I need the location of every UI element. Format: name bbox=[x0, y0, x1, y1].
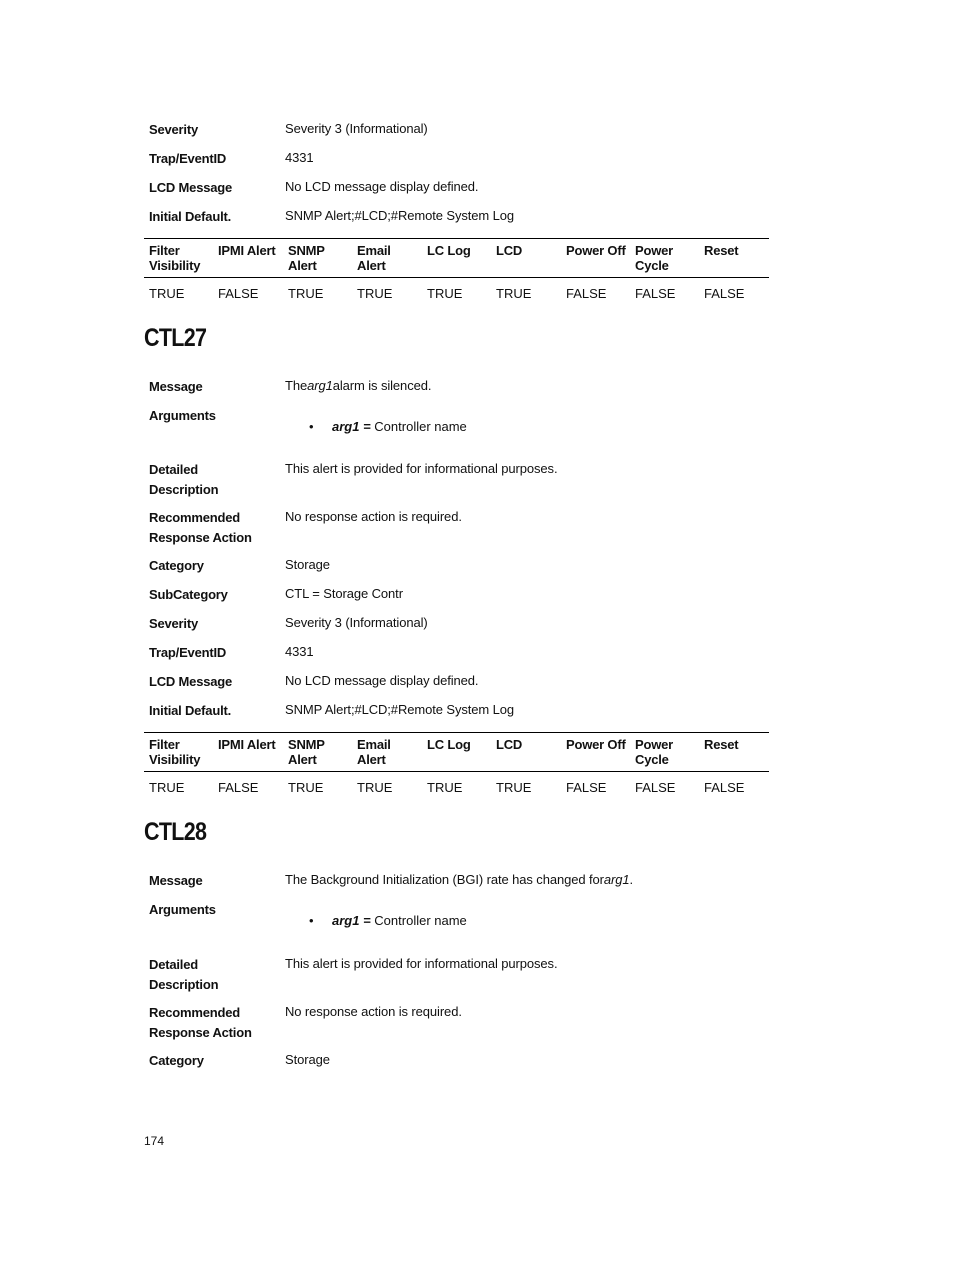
table-header-text: IPMI Alert bbox=[218, 737, 276, 752]
ctl28-heading: CTL28 bbox=[144, 818, 207, 846]
table-cell: FALSE bbox=[704, 780, 745, 795]
ctl28-recommended-label: Recommended Response Action bbox=[149, 1005, 252, 1040]
table-header-text: LCD bbox=[496, 243, 523, 258]
table-header-cell bbox=[149, 244, 200, 273]
table-cell: TRUE bbox=[357, 286, 393, 301]
table-top-rule bbox=[144, 732, 769, 733]
table-cell: TRUE bbox=[149, 286, 185, 301]
table-cell: FALSE bbox=[218, 286, 259, 301]
table-header-text: Power Off bbox=[566, 737, 626, 752]
table-cell: TRUE bbox=[427, 780, 463, 795]
table-cell: TRUE bbox=[149, 780, 185, 795]
table-header-rule bbox=[144, 277, 769, 278]
ctl28-message-value: The Background Initialization (BGI) rate has changed forarg1. bbox=[285, 872, 633, 887]
top-filter-table bbox=[144, 238, 769, 308]
table-cell: TRUE bbox=[288, 780, 324, 795]
ctl27-severity-label: Severity bbox=[149, 616, 198, 631]
table-cell: FALSE bbox=[635, 780, 676, 795]
table-header-cell bbox=[496, 244, 522, 259]
top-lcd-label: LCD Message bbox=[149, 180, 233, 195]
table-header-text: Power bbox=[635, 243, 674, 258]
ctl27-message-value: Thearg1alarm is silenced. bbox=[285, 378, 432, 393]
ctl27-filter-table bbox=[144, 732, 769, 802]
table-header-text: LC Log bbox=[427, 243, 471, 258]
top-trap-value: 4331 bbox=[285, 150, 314, 165]
table-header-text: SNMP bbox=[288, 737, 325, 752]
ctl27-message-label: Message bbox=[149, 379, 203, 394]
table-cell: FALSE bbox=[566, 780, 607, 795]
table-header-text: LC Log bbox=[427, 737, 471, 752]
top-initial-value: SNMP Alert;#LCD;#Remote System Log bbox=[285, 208, 515, 223]
table-header-text: LCD bbox=[496, 737, 523, 752]
ctl28-category-value: Storage bbox=[285, 1052, 330, 1067]
ctl27-lcd-label: LCD Message bbox=[149, 674, 233, 689]
top-trap-label: Trap/EventID bbox=[149, 151, 227, 166]
ctl27-detailed-label: Detailed Description bbox=[149, 462, 219, 497]
table-header-text: Power Off bbox=[566, 243, 626, 258]
ctl27-lcd-value: No LCD message display defined. bbox=[285, 673, 479, 688]
table-header-text: Alert bbox=[357, 257, 386, 273]
table-header-cell bbox=[427, 244, 471, 259]
ctl27-trap-label: Trap/EventID bbox=[149, 645, 227, 660]
ctl27-detailed-value: This alert is provided for informational purposes. bbox=[285, 461, 558, 476]
table-header-text: Reset bbox=[704, 737, 739, 752]
ctl28-message-label: Message bbox=[149, 873, 203, 888]
top-severity-value: Severity 3 (Informational) bbox=[285, 121, 428, 136]
table-header-cell bbox=[149, 738, 200, 767]
table-header-cell bbox=[288, 738, 325, 767]
table-header-cell bbox=[635, 738, 673, 767]
table-header-text: Visibility bbox=[149, 257, 201, 273]
ctl27-heading: CTL27 bbox=[144, 324, 207, 352]
table-header-text: Cycle bbox=[635, 257, 669, 273]
table-cell: FALSE bbox=[635, 286, 676, 301]
table-header-text: Reset bbox=[704, 243, 739, 258]
ctl28-arguments-label: Arguments bbox=[149, 902, 216, 917]
table-cell: TRUE bbox=[357, 780, 393, 795]
table-header-cell bbox=[357, 738, 391, 767]
ctl27-arguments-label: Arguments bbox=[149, 408, 216, 423]
ctl27-trap-value: 4331 bbox=[285, 644, 314, 659]
table-header-cell bbox=[288, 244, 325, 273]
table-header-cell bbox=[218, 738, 275, 753]
table-header-cell bbox=[704, 244, 738, 259]
page-number: 174 bbox=[144, 1134, 165, 1148]
ctl27-category-value: Storage bbox=[285, 557, 330, 572]
table-header-cell bbox=[566, 244, 626, 259]
table-cell: TRUE bbox=[496, 780, 532, 795]
ctl27-bullet: • bbox=[309, 419, 314, 434]
table-header-cell bbox=[427, 738, 471, 753]
table-header-text: SNMP bbox=[288, 243, 325, 258]
table-header-text: Email bbox=[357, 737, 391, 752]
ctl28-detailed-value: This alert is provided for informational purposes. bbox=[285, 956, 558, 971]
table-cell: TRUE bbox=[427, 286, 463, 301]
ctl27-recommended-value: No response action is required. bbox=[285, 509, 462, 524]
table-header-text: Filter bbox=[149, 243, 180, 258]
ctl27-subcategory-label: SubCategory bbox=[149, 587, 228, 602]
table-header-rule bbox=[144, 771, 769, 772]
top-lcd-value: No LCD message display defined. bbox=[285, 179, 479, 194]
table-header-cell bbox=[566, 738, 626, 753]
table-header-text: Email bbox=[357, 243, 391, 258]
table-cell: FALSE bbox=[566, 286, 607, 301]
table-header-cell bbox=[635, 244, 673, 273]
ctl28-category-label: Category bbox=[149, 1053, 204, 1068]
top-severity-label: Severity bbox=[149, 122, 198, 137]
table-header-text: Alert bbox=[288, 257, 317, 273]
table-header-cell bbox=[496, 738, 522, 753]
table-cell: FALSE bbox=[704, 286, 745, 301]
table-header-text: Visibility bbox=[149, 751, 201, 767]
table-cell: TRUE bbox=[288, 286, 324, 301]
table-header-text: IPMI Alert bbox=[218, 243, 276, 258]
table-header-text: Power bbox=[635, 737, 674, 752]
table-header-cell bbox=[704, 738, 738, 753]
table-header-text: Cycle bbox=[635, 751, 669, 767]
ctl28-argument-item: arg1 = Controller name bbox=[332, 913, 467, 928]
ctl27-initial-value: SNMP Alert;#LCD;#Remote System Log bbox=[285, 702, 515, 717]
ctl27-category-label: Category bbox=[149, 558, 204, 573]
ctl28-recommended-value: No response action is required. bbox=[285, 1004, 462, 1019]
ctl28-bullet: • bbox=[309, 913, 314, 928]
top-initial-label: Initial Default. bbox=[149, 209, 232, 224]
ctl27-argument-item: arg1 = Controller name bbox=[332, 419, 467, 434]
table-header-cell bbox=[218, 244, 275, 259]
table-header-text: Alert bbox=[357, 751, 386, 767]
table-cell: FALSE bbox=[218, 780, 259, 795]
ctl27-subcategory-value: CTL = Storage Contr bbox=[285, 586, 403, 601]
table-cell: TRUE bbox=[496, 286, 532, 301]
ctl28-detailed-label: Detailed Description bbox=[149, 957, 219, 992]
ctl27-recommended-label: Recommended Response Action bbox=[149, 510, 252, 545]
table-header-text: Alert bbox=[288, 751, 317, 767]
table-header-cell bbox=[357, 244, 391, 273]
ctl27-initial-label: Initial Default. bbox=[149, 703, 232, 718]
ctl27-severity-value: Severity 3 (Informational) bbox=[285, 615, 428, 630]
table-header-text: Filter bbox=[149, 737, 180, 752]
table-top-rule bbox=[144, 238, 769, 239]
